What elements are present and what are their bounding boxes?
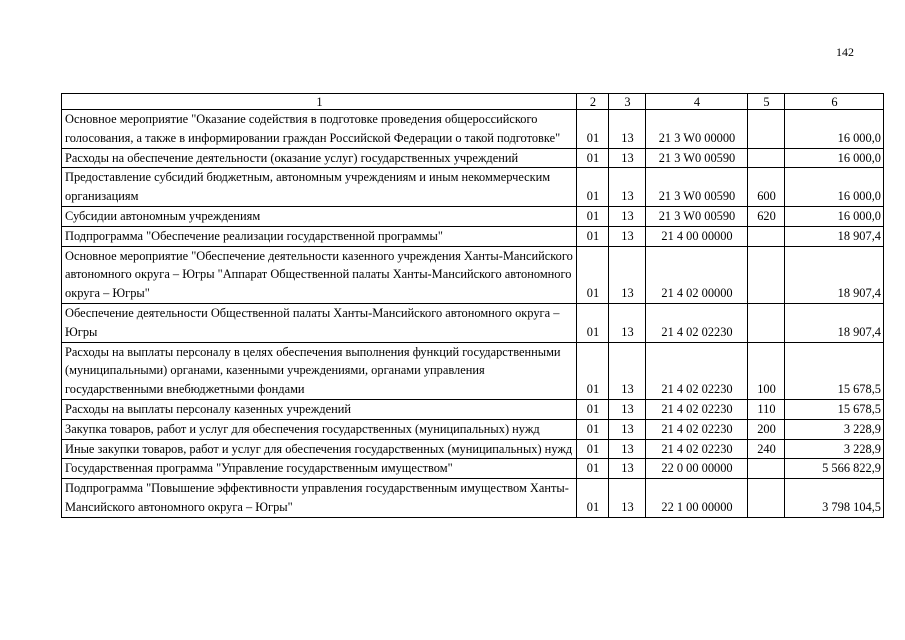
expense-type-code: 100 [748, 342, 785, 399]
table-row [62, 206, 884, 226]
subsection-code: 13 [609, 459, 646, 479]
section-code: 01 [577, 459, 609, 479]
target-article-code: 22 1 00 00000 [646, 479, 748, 518]
section-code: 01 [577, 303, 609, 342]
amount: 16 000,0 [785, 206, 884, 226]
subsection-code: 13 [609, 246, 646, 303]
row-description: Закупка товаров, работ и услуг для обеспечения государственных (муниципальных) нужд [62, 419, 577, 439]
row-description: Подпрограмма "Повышение эффективности управления государственным имуществом Ханты-Мансийского автономного округа – Югры" [62, 479, 577, 518]
row-description: Предоставление субсидий бюджетным, автономным учреждениям и иным некоммерческим организациям [62, 168, 577, 207]
target-article-code: 21 3 W0 00590 [646, 206, 748, 226]
amount: 16 000,0 [785, 148, 884, 168]
row-description: Субсидии автономным учреждениям [62, 206, 577, 226]
expense-type-code: 600 [748, 168, 785, 207]
budget-table [61, 93, 884, 518]
column-header: 3 [609, 94, 646, 110]
section-code: 01 [577, 168, 609, 207]
section-code: 01 [577, 246, 609, 303]
row-description: Подпрограмма "Обеспечение реализации государственной программы" [62, 226, 577, 246]
subsection-code: 13 [609, 303, 646, 342]
expense-type-code [748, 303, 785, 342]
row-description: Расходы на выплаты персоналу казенных учреждений [62, 399, 577, 419]
table-row [62, 110, 884, 149]
column-header: 2 [577, 94, 609, 110]
section-code: 01 [577, 419, 609, 439]
column-header: 5 [748, 94, 785, 110]
row-description: Расходы на выплаты персоналу в целях обеспечения выполнения функций государственными (муниципальными) органами, казенными учреждениями, органами управления государственными внебюджетными фондами [62, 342, 577, 399]
section-code: 01 [577, 148, 609, 168]
table-row [62, 419, 884, 439]
amount: 15 678,5 [785, 342, 884, 399]
subsection-code: 13 [609, 110, 646, 149]
target-article-code: 21 3 W0 00590 [646, 168, 748, 207]
row-description: Иные закупки товаров, работ и услуг для обеспечения государственных (муниципальных) нужд [62, 439, 577, 459]
table-row [62, 479, 884, 518]
target-article-code: 21 4 02 02230 [646, 419, 748, 439]
row-description: Государственная программа "Управление государственным имуществом" [62, 459, 577, 479]
expense-type-code: 620 [748, 206, 785, 226]
column-header: 1 [62, 94, 577, 110]
amount: 18 907,4 [785, 246, 884, 303]
amount: 18 907,4 [785, 226, 884, 246]
section-code: 01 [577, 342, 609, 399]
target-article-code: 21 4 02 00000 [646, 246, 748, 303]
section-code: 01 [577, 206, 609, 226]
expense-type-code [748, 148, 785, 168]
amount: 3 228,9 [785, 419, 884, 439]
subsection-code: 13 [609, 479, 646, 518]
row-description: Обеспечение деятельности Общественной палаты Ханты-Мансийского автономного округа – Югры [62, 303, 577, 342]
subsection-code: 13 [609, 342, 646, 399]
expense-type-code [748, 226, 785, 246]
table-row [62, 226, 884, 246]
expense-type-code [748, 479, 785, 518]
target-article-code: 21 4 02 02230 [646, 303, 748, 342]
amount: 16 000,0 [785, 168, 884, 207]
row-description: Расходы на обеспечение деятельности (оказание услуг) государственных учреждений [62, 148, 577, 168]
expense-type-code: 240 [748, 439, 785, 459]
expense-type-code: 110 [748, 399, 785, 419]
table-body [62, 110, 884, 518]
table-header-row [62, 94, 884, 110]
target-article-code: 21 4 02 02230 [646, 439, 748, 459]
expense-type-code [748, 246, 785, 303]
row-description: Основное мероприятие "Оказание содействия в подготовке проведения общероссийского голосования, а также в информировании граждан Российской Федерации о такой подготовке" [62, 110, 577, 149]
target-article-code: 22 0 00 00000 [646, 459, 748, 479]
table-row [62, 303, 884, 342]
subsection-code: 13 [609, 168, 646, 207]
table-row [62, 246, 884, 303]
column-header: 6 [785, 94, 884, 110]
amount: 15 678,5 [785, 399, 884, 419]
table-row [62, 459, 884, 479]
amount: 3 798 104,5 [785, 479, 884, 518]
row-description: Основное мероприятие "Обеспечение деятельности казенного учреждения Ханты-Мансийского автономного округа – Югры "Аппарат Общественной палаты Ханты-Мансийского автономного округа – Югры" [62, 246, 577, 303]
section-code: 01 [577, 399, 609, 419]
column-header: 4 [646, 94, 748, 110]
table-row [62, 168, 884, 207]
target-article-code: 21 3 W0 00590 [646, 148, 748, 168]
table-row [62, 439, 884, 459]
table-row [62, 399, 884, 419]
table-row [62, 342, 884, 399]
target-article-code: 21 4 02 02230 [646, 342, 748, 399]
expense-type-code [748, 459, 785, 479]
section-code: 01 [577, 226, 609, 246]
section-code: 01 [577, 439, 609, 459]
subsection-code: 13 [609, 399, 646, 419]
amount: 3 228,9 [785, 439, 884, 459]
target-article-code: 21 4 00 00000 [646, 226, 748, 246]
amount: 16 000,0 [785, 110, 884, 149]
target-article-code: 21 3 W0 00000 [646, 110, 748, 149]
amount: 18 907,4 [785, 303, 884, 342]
subsection-code: 13 [609, 206, 646, 226]
page-number: 142 [836, 45, 854, 59]
section-code: 01 [577, 110, 609, 149]
subsection-code: 13 [609, 419, 646, 439]
expense-type-code: 200 [748, 419, 785, 439]
table-row [62, 148, 884, 168]
section-code: 01 [577, 479, 609, 518]
subsection-code: 13 [609, 148, 646, 168]
target-article-code: 21 4 02 02230 [646, 399, 748, 419]
expense-type-code [748, 110, 785, 149]
amount: 5 566 822,9 [785, 459, 884, 479]
subsection-code: 13 [609, 439, 646, 459]
subsection-code: 13 [609, 226, 646, 246]
